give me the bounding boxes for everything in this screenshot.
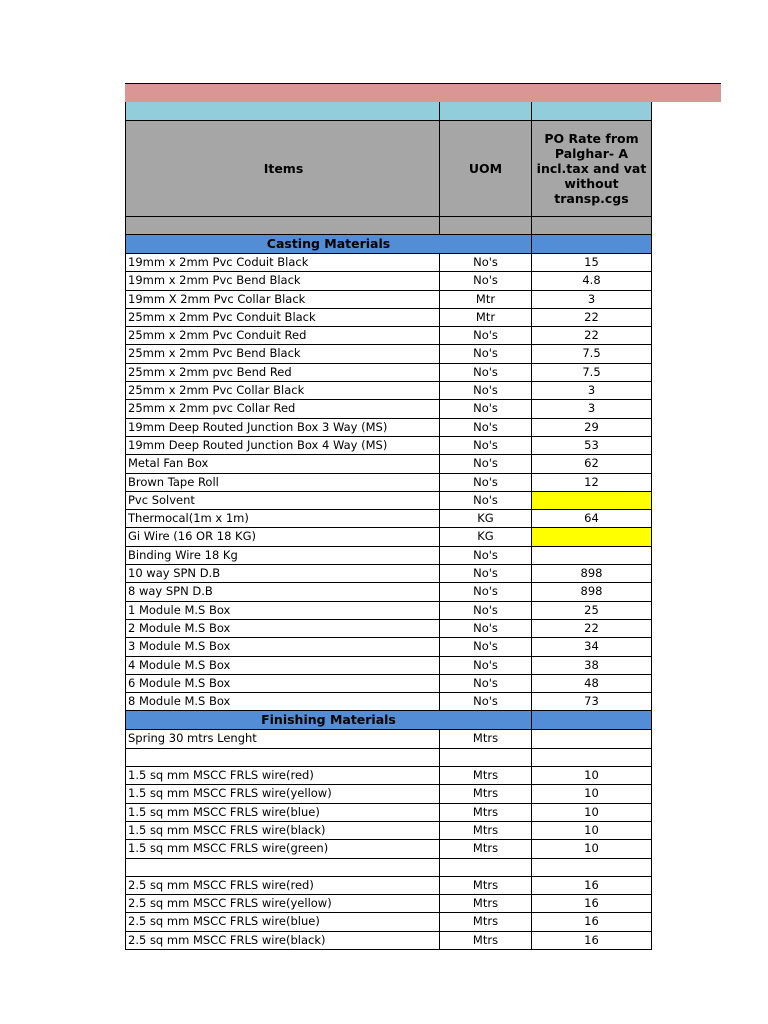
table-row xyxy=(125,309,652,327)
rate-cell: 12 xyxy=(531,474,652,492)
uom-cell: No's xyxy=(439,565,531,583)
uom-cell: No's xyxy=(439,547,531,565)
grey-spacer-row xyxy=(125,217,652,235)
table-row xyxy=(125,877,652,895)
uom-cell: No's xyxy=(439,364,531,382)
grey-cell-items xyxy=(125,217,439,235)
section-row xyxy=(125,235,652,254)
section-rate-cell xyxy=(531,711,652,730)
table-row xyxy=(125,822,652,840)
item-cell xyxy=(125,749,439,767)
item-cell: Pvc Solvent xyxy=(125,492,439,510)
uom-cell: No's xyxy=(439,455,531,473)
table-row xyxy=(125,474,652,492)
rate-cell: 38 xyxy=(531,657,652,675)
uom-cell: No's xyxy=(439,327,531,345)
table-row xyxy=(125,785,652,803)
uom-cell: No's xyxy=(439,693,531,711)
header-rate: PO Rate from Palghar- A incl.tax and vat without transp.cgs xyxy=(531,121,652,217)
rate-cell: 16 xyxy=(531,895,652,913)
table-row xyxy=(125,638,652,656)
uom-cell: Mtrs xyxy=(439,785,531,803)
table-body xyxy=(125,235,652,950)
item-cell: 1.5 sq mm MSCC FRLS wire(black) xyxy=(125,822,439,840)
table-row xyxy=(125,400,652,418)
item-cell: 2.5 sq mm MSCC FRLS wire(black) xyxy=(125,932,439,950)
table-row xyxy=(125,657,652,675)
uom-cell: No's xyxy=(439,638,531,656)
rate-cell xyxy=(531,547,652,565)
rate-cell: 48 xyxy=(531,675,652,693)
title-bar xyxy=(125,83,721,102)
item-cell: 25mm x 2mm Pvc Conduit Red xyxy=(125,327,439,345)
rate-cell: 34 xyxy=(531,638,652,656)
table-row xyxy=(125,528,652,546)
uom-cell: No's xyxy=(439,657,531,675)
rate-cell: 22 xyxy=(531,620,652,638)
item-cell: Binding Wire 18 Kg xyxy=(125,547,439,565)
rate-cell: 22 xyxy=(531,309,652,327)
table-row xyxy=(125,437,652,455)
uom-cell: Mtr xyxy=(439,309,531,327)
uom-cell: Mtrs xyxy=(439,877,531,895)
rate-cell: 3 xyxy=(531,291,652,309)
uom-cell: Mtr xyxy=(439,291,531,309)
table-row xyxy=(125,364,652,382)
rate-cell: 62 xyxy=(531,455,652,473)
section-title: Finishing Materials xyxy=(125,711,531,730)
rate-cell: 16 xyxy=(531,913,652,931)
uom-cell: No's xyxy=(439,382,531,400)
rate-cell: 22 xyxy=(531,327,652,345)
rate-cell xyxy=(531,859,652,877)
uom-cell: No's xyxy=(439,400,531,418)
rate-cell: 3 xyxy=(531,400,652,418)
rate-cell: 7.5 xyxy=(531,345,652,363)
table-row xyxy=(125,620,652,638)
item-cell xyxy=(125,859,439,877)
rate-cell: 10 xyxy=(531,785,652,803)
table-row xyxy=(125,693,652,711)
item-cell: 6 Module M.S Box xyxy=(125,675,439,693)
rate-cell: 29 xyxy=(531,419,652,437)
item-cell: 2.5 sq mm MSCC FRLS wire(yellow) xyxy=(125,895,439,913)
rate-cell xyxy=(531,749,652,767)
header-items: Items xyxy=(125,121,439,217)
uom-cell: Mtrs xyxy=(439,730,531,748)
uom-cell: Mtrs xyxy=(439,932,531,950)
rate-cell: 4.8 xyxy=(531,272,652,290)
section-rate-cell xyxy=(531,235,652,254)
table-row xyxy=(125,510,652,528)
uom-cell: KG xyxy=(439,528,531,546)
rate-cell xyxy=(531,730,652,748)
item-cell: Brown Tape Roll xyxy=(125,474,439,492)
item-cell: 25mm x 2mm Pvc Bend Black xyxy=(125,345,439,363)
item-cell: 1.5 sq mm MSCC FRLS wire(yellow) xyxy=(125,785,439,803)
rate-cell: 16 xyxy=(531,932,652,950)
item-cell: 1 Module M.S Box xyxy=(125,602,439,620)
uom-cell: KG xyxy=(439,510,531,528)
item-cell: Metal Fan Box xyxy=(125,455,439,473)
uom-cell: No's xyxy=(439,437,531,455)
item-cell: 25mm x 2mm Pvc Conduit Black xyxy=(125,309,439,327)
table-row xyxy=(125,804,652,822)
section-row xyxy=(125,711,652,730)
table-row xyxy=(125,913,652,931)
rate-cell: 73 xyxy=(531,693,652,711)
price-table xyxy=(125,102,652,950)
rate-cell: 898 xyxy=(531,583,652,601)
item-cell: Thermocal(1m x 1m) xyxy=(125,510,439,528)
table-row xyxy=(125,675,652,693)
uom-cell: Mtrs xyxy=(439,822,531,840)
item-cell: 19mm X 2mm Pvc Collar Black xyxy=(125,291,439,309)
column-header-row xyxy=(125,121,652,217)
rate-cell: 10 xyxy=(531,840,652,858)
rate-cell: 53 xyxy=(531,437,652,455)
item-cell: 10 way SPN D.B xyxy=(125,565,439,583)
uom-cell: No's xyxy=(439,602,531,620)
table-row xyxy=(125,565,652,583)
grey-cell-uom xyxy=(439,217,531,235)
item-cell: 3 Module M.S Box xyxy=(125,638,439,656)
rate-cell: 898 xyxy=(531,565,652,583)
table-row xyxy=(125,767,652,785)
uom-cell: No's xyxy=(439,272,531,290)
table-row xyxy=(125,840,652,858)
uom-cell: Mtrs xyxy=(439,804,531,822)
uom-cell xyxy=(439,859,531,877)
uom-cell: Mtrs xyxy=(439,840,531,858)
uom-cell: No's xyxy=(439,345,531,363)
item-cell: 1.5 sq mm MSCC FRLS wire(green) xyxy=(125,840,439,858)
rate-cell: 25 xyxy=(531,602,652,620)
table-row xyxy=(125,749,652,767)
rate-cell: 10 xyxy=(531,767,652,785)
item-cell: 25mm x 2mm pvc Bend Red xyxy=(125,364,439,382)
table-row xyxy=(125,327,652,345)
uom-cell: Mtrs xyxy=(439,767,531,785)
table-row xyxy=(125,382,652,400)
rate-cell xyxy=(531,492,652,510)
cyan-header-row xyxy=(125,102,652,121)
item-cell: 2.5 sq mm MSCC FRLS wire(red) xyxy=(125,877,439,895)
grey-cell-rate xyxy=(531,217,652,235)
item-cell: 19mm x 2mm Pvc Bend Black xyxy=(125,272,439,290)
table-row xyxy=(125,932,652,950)
table-row xyxy=(125,254,652,272)
uom-cell: No's xyxy=(439,620,531,638)
section-title: Casting Materials xyxy=(125,235,531,254)
table-row xyxy=(125,455,652,473)
table-row xyxy=(125,345,652,363)
uom-cell: No's xyxy=(439,419,531,437)
cyan-cell-items xyxy=(125,102,439,121)
rate-cell: 10 xyxy=(531,822,652,840)
item-cell: 1.5 sq mm MSCC FRLS wire(red) xyxy=(125,767,439,785)
rate-cell: 15 xyxy=(531,254,652,272)
table-row xyxy=(125,547,652,565)
item-cell: 25mm x 2mm pvc Collar Red xyxy=(125,400,439,418)
item-cell: Gi Wire (16 OR 18 KG) xyxy=(125,528,439,546)
item-cell: 2.5 sq mm MSCC FRLS wire(blue) xyxy=(125,913,439,931)
header-uom: UOM xyxy=(439,121,531,217)
rate-cell: 3 xyxy=(531,382,652,400)
uom-cell: Mtrs xyxy=(439,895,531,913)
table-row xyxy=(125,492,652,510)
table-row xyxy=(125,602,652,620)
item-cell: 8 Module M.S Box xyxy=(125,693,439,711)
rate-cell: 10 xyxy=(531,804,652,822)
rate-cell: 64 xyxy=(531,510,652,528)
item-cell: 19mm Deep Routed Junction Box 4 Way (MS) xyxy=(125,437,439,455)
uom-cell: No's xyxy=(439,675,531,693)
item-cell: 8 way SPN D.B xyxy=(125,583,439,601)
table-row xyxy=(125,730,652,748)
uom-cell: Mtrs xyxy=(439,913,531,931)
item-cell: 19mm x 2mm Pvc Coduit Black xyxy=(125,254,439,272)
uom-cell: No's xyxy=(439,254,531,272)
uom-cell: No's xyxy=(439,474,531,492)
item-cell: 1.5 sq mm MSCC FRLS wire(blue) xyxy=(125,804,439,822)
uom-cell xyxy=(439,749,531,767)
rate-cell: 7.5 xyxy=(531,364,652,382)
table-row xyxy=(125,272,652,290)
table-row xyxy=(125,859,652,877)
item-cell: Spring 30 mtrs Lenght xyxy=(125,730,439,748)
uom-cell: No's xyxy=(439,583,531,601)
cyan-cell-rate xyxy=(531,102,652,121)
table-row xyxy=(125,419,652,437)
rate-cell: 16 xyxy=(531,877,652,895)
table-row xyxy=(125,291,652,309)
item-cell: 2 Module M.S Box xyxy=(125,620,439,638)
item-cell: 19mm Deep Routed Junction Box 3 Way (MS) xyxy=(125,419,439,437)
item-cell: 25mm x 2mm Pvc Collar Black xyxy=(125,382,439,400)
cyan-cell-uom xyxy=(439,102,531,121)
table-row xyxy=(125,895,652,913)
item-cell: 4 Module M.S Box xyxy=(125,657,439,675)
table-row xyxy=(125,583,652,601)
uom-cell: No's xyxy=(439,492,531,510)
rate-cell xyxy=(531,528,652,546)
